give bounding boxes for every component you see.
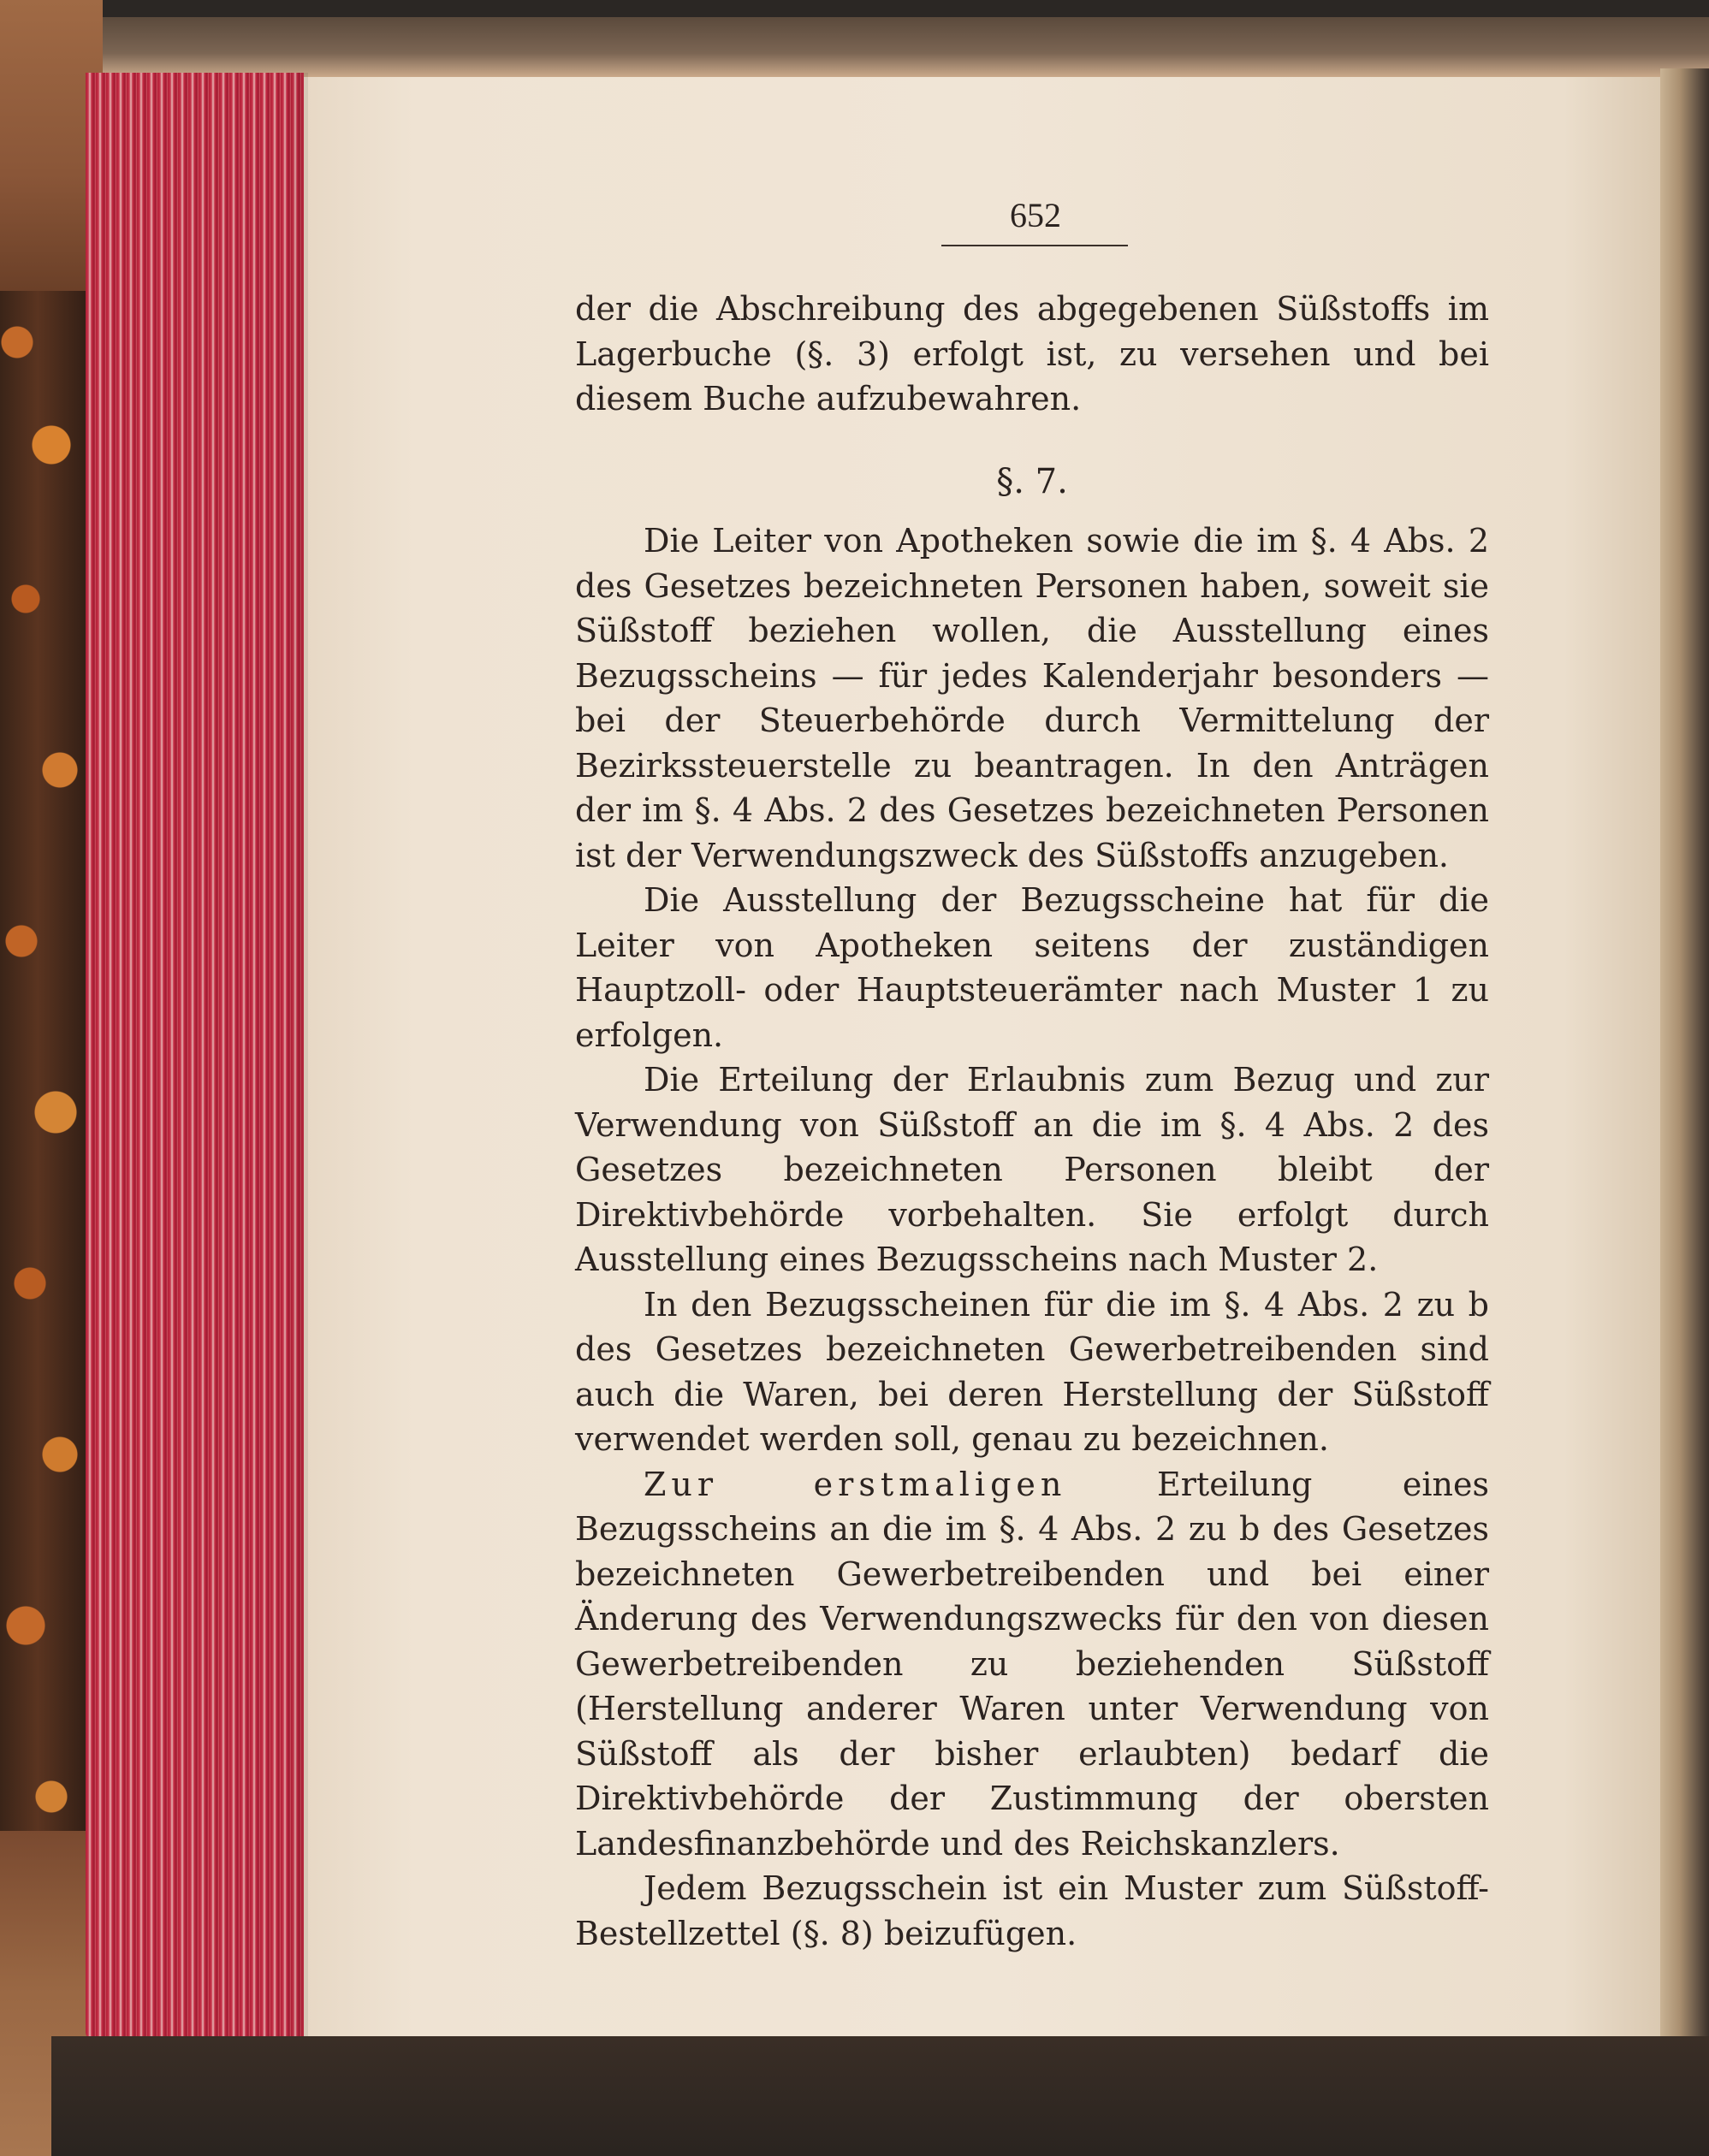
paragraph-6: Jedem Bezugsschein ist ein Muster zum Süßstoff-Bestellzettel (§. 8) beizufügen.	[575, 1869, 1489, 1952]
section-heading: §. 7.	[996, 462, 1068, 501]
intro-text: der die Abschreibung des abgegebenen Süßstoffs im Lagerbuche (§. 3) erfolgt ist, zu versehen und bei diesem Buche aufzubewahren.	[575, 290, 1489, 418]
emphasis-lead: Zur erstmaligen	[644, 1465, 1067, 1503]
paragraph-5-rest: Erteilung eines Bezugsscheins an die im §. 4 Abs. 2 zu b des Gesetzes bezeichneten Gewerbetreibenden und bei einer Änderung des Verwendungszwecks für den von diesen Gewerbetreibenden zu beziehenden Süßstoff (Herstellung anderer Waren unter Verwendung von Süßstoff als der bisher erlaubten) bedarf die Direktivbehörde der Zustimmung der obersten Landesfinanzbehörde und des Reichskanzlers.	[575, 1465, 1489, 1863]
gutter-shadow	[282, 73, 308, 2040]
paragraph-3: Die Erteilung der Erlaubnis zum Bezug und zur Verwendung von Süßstoff an die im §. 4 Abs. 2 des Gesetzes bezeichneten Personen bleibt der Direktivbehörde vorbehalten. Sie erfolgt durch Ausstellung eines Bezugsscheins nach Muster 2.	[575, 1061, 1489, 1278]
paragraph-1: Die Leiter von Apotheken sowie die im §. 4 Abs. 2 des Gesetzes bezeichneten Personen haben, soweit sie Süßstoff beziehen wollen, die Ausstellung eines Bezugsscheins — für jedes Kalenderjahr besonders — bei der Steuerbehörde durch Vermittelung der Bezirkssteuerstelle zu beantragen. In den Anträgen der im §. 4 Abs. 2 des Gesetzes bezeichneten Personen ist der Verwendungszweck des Süßstoffs anzugeben.	[575, 522, 1489, 874]
book-top-edge	[51, 17, 1709, 77]
page-right-edge	[1660, 68, 1709, 2122]
page-number: 652	[1010, 196, 1061, 234]
paragraph-5	[575, 1462, 1489, 1867]
paragraph-2: Die Ausstellung der Bezugsscheine hat für die Leiter von Apotheken seitens der zuständigen Hauptzoll- oder Hauptsteuerämter nach Muster 1 zu erfolgen.	[575, 881, 1489, 1054]
paragraph-4: In den Bezugsscheinen für die im §. 4 Abs. 2 zu b des Gesetzes bezeichneten Gewerbetreibenden sind auch die Waren, bei deren Herstellung der Süßstoff verwendet werden soll, genau zu bezeichnen.	[575, 1285, 1489, 1458]
intro-paragraph	[575, 287, 1489, 422]
book-bottom-shadow	[51, 2036, 1709, 2156]
red-page-edges	[86, 73, 304, 2040]
section-body	[575, 518, 1489, 1956]
header-rule	[941, 245, 1128, 246]
